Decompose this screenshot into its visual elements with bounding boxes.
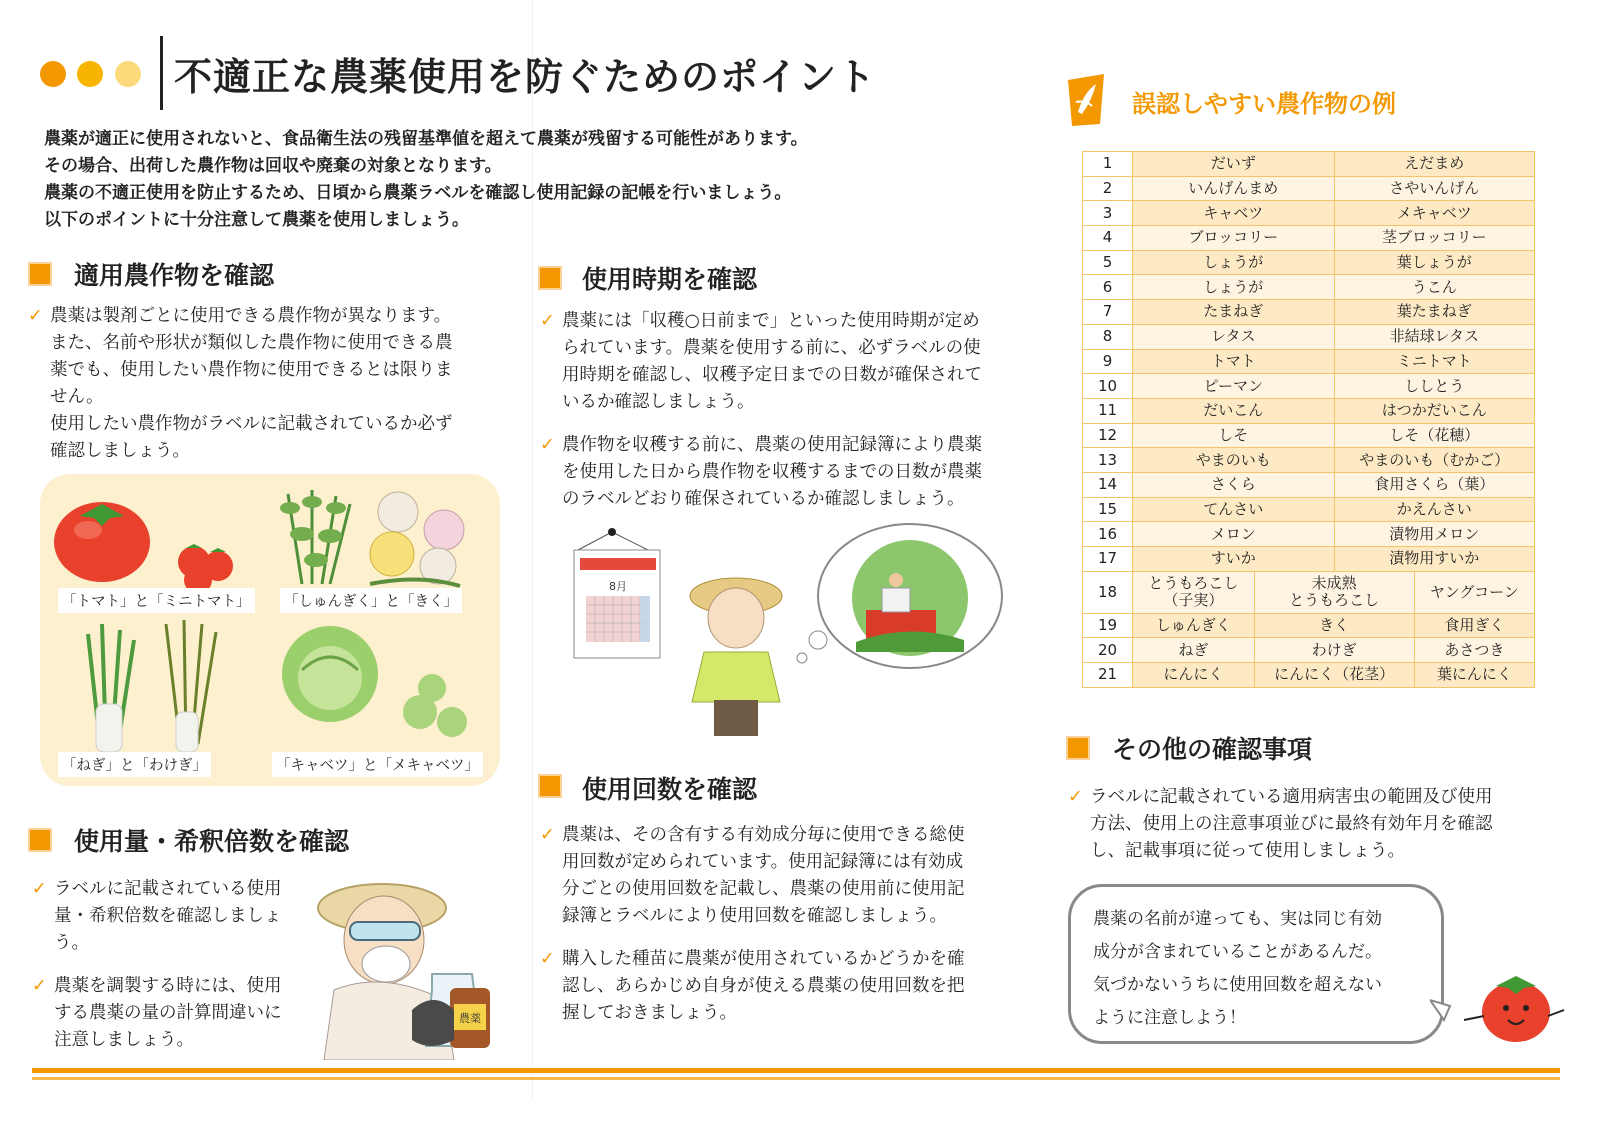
table-row xyxy=(1083,324,1535,349)
table-row-number: 12 xyxy=(1083,423,1133,448)
table-cell: 葉しょうが xyxy=(1334,250,1534,275)
table-row xyxy=(1083,398,1535,423)
section-marker xyxy=(1066,736,1090,760)
section-body-other xyxy=(1068,784,1548,865)
table-row xyxy=(1083,201,1535,226)
check-icon: ✓ xyxy=(28,306,43,326)
check-item xyxy=(32,876,322,957)
section-title-timing: 使用時期を確認 xyxy=(582,265,758,294)
caption-tomato: 「トマト」と「ミニトマト」 xyxy=(58,588,255,613)
check-icon: ✓ xyxy=(540,949,555,969)
table-cell: ししとう xyxy=(1334,374,1534,399)
table-row xyxy=(1083,374,1535,399)
check-icon: ✓ xyxy=(32,879,47,899)
table-row-number: 9 xyxy=(1083,349,1133,374)
table-cell: メキャベツ xyxy=(1334,201,1534,226)
table-row xyxy=(1083,497,1535,522)
table-row-number: 3 xyxy=(1083,201,1133,226)
table-cell: うこん xyxy=(1334,275,1534,300)
table-cell: ピーマン xyxy=(1133,374,1335,399)
table-cell: にんにく xyxy=(1133,663,1255,688)
table-cell: さくら xyxy=(1133,472,1335,497)
table-cell: キャベツ xyxy=(1133,201,1335,226)
table-cell: レタス xyxy=(1133,324,1335,349)
check-item-text: ラベルに記載されている適用病害虫の範囲及び使用 方法、使用上の注意事項並びに最終有効年月を確認 し、記載事項に従って使用しましょう。 xyxy=(1090,787,1493,861)
check-item xyxy=(32,973,322,1054)
table-row-number: 15 xyxy=(1083,497,1133,522)
check-item-text: 農薬は製剤ごとに使用できる農作物が異なります。 また、名前や形状が類似した農作物に使用できる農 薬でも、使用したい農作物に使用できるとは限りま せん。 使用したい農作物がラベルに記載されているか必ず 確認しましょう。 xyxy=(50,306,453,461)
table-cell: 漬物用すいか xyxy=(1334,547,1534,572)
table-cell: だいず xyxy=(1133,152,1335,177)
title-bar xyxy=(160,36,163,110)
table-cell: やまのいも（むかご） xyxy=(1334,448,1534,473)
table-row xyxy=(1083,226,1535,251)
table-row xyxy=(1083,638,1535,663)
table-row-number: 13 xyxy=(1083,448,1133,473)
table-row-number: 1 xyxy=(1083,152,1133,177)
table-cell: 食用さくら（葉） xyxy=(1334,472,1534,497)
check-item xyxy=(540,946,1010,1027)
table-row-number: 20 xyxy=(1083,638,1133,663)
table-cell: 食用ぎく xyxy=(1414,613,1534,638)
table-row xyxy=(1083,571,1535,613)
table-row-number: 5 xyxy=(1083,250,1133,275)
section-title-amount: 使用量・希釈倍数を確認 xyxy=(74,827,350,856)
tomato-mascot xyxy=(1430,960,1570,1050)
table-cell: さやいんげん xyxy=(1334,176,1534,201)
table-row-number: 18 xyxy=(1083,571,1133,613)
speech-bubble-text: 農薬の名前が違っても、実は同じ有効 成分が含まれていることがあるんだ。 気づかないうちに使用回数を超えない ように注意しよう！ xyxy=(1093,909,1382,1028)
section-marker xyxy=(538,266,562,290)
table-row-number: 7 xyxy=(1083,300,1133,325)
section-title-count: 使用回数を確認 xyxy=(582,775,758,804)
vegetable-illustrations xyxy=(40,474,500,786)
caption-cabbage: 「キャベツ」と「メキャベツ」 xyxy=(272,752,483,777)
check-icon: ✓ xyxy=(540,435,555,455)
table-row-number: 10 xyxy=(1083,374,1133,399)
table-cell: はつかだいこん xyxy=(1334,398,1534,423)
table-cell: ヤングコーン xyxy=(1414,571,1534,613)
check-item-text: 購入した種苗に農薬が使用されているかどうかを確 認し、あらかじめ自身が使える農薬の使用回数を把 握しておきましょう。 xyxy=(562,949,965,1023)
intro-line: その場合、出荷した農作物は回収や廃棄の対象となります。 xyxy=(44,156,502,176)
check-item xyxy=(28,303,498,465)
check-icon: ✓ xyxy=(540,825,555,845)
table-row-number: 16 xyxy=(1083,522,1133,547)
bottle-label: 農薬 xyxy=(459,1012,481,1025)
table-cell: たまねぎ xyxy=(1133,300,1335,325)
table-cell: だいこん xyxy=(1133,398,1335,423)
check-icon: ✓ xyxy=(540,311,555,331)
intro-line: 農薬の不適正使用を防止するため、日頃から農薬ラベルを確認し使用記録の記帳を行いましょう。 xyxy=(44,183,792,203)
intro-text xyxy=(44,126,808,234)
table-cell: ねぎ xyxy=(1133,638,1255,663)
table-cell: あさつき xyxy=(1414,638,1534,663)
table-cell: きく xyxy=(1254,613,1414,638)
page-title: 不適正な農薬使用を防ぐためのポイント xyxy=(174,55,877,99)
check-item xyxy=(540,432,1020,513)
table-row xyxy=(1083,275,1535,300)
table-row-number: 6 xyxy=(1083,275,1133,300)
table-cell: 葉にんにく xyxy=(1414,663,1534,688)
table-cell: 葉たまねぎ xyxy=(1334,300,1534,325)
section-body-timing xyxy=(540,308,1020,513)
check-item-text: 農薬には「収穫○日前まで」といった使用時期が定め られています。農薬を使用する前に、必ずラベルの使 用時期を確認し、収穫予定日までの日数が確保されて いるか確認しましょう。 xyxy=(562,311,982,412)
check-item xyxy=(540,822,1010,930)
table-row-number: 2 xyxy=(1083,176,1133,201)
table-cell: トマト xyxy=(1133,349,1335,374)
section-title-crops: 適用農作物を確認 xyxy=(74,261,275,290)
speech-bubble xyxy=(1068,884,1444,1044)
leaf-hand-icon xyxy=(1064,72,1108,128)
table-row xyxy=(1083,250,1535,275)
table-row-number: 8 xyxy=(1083,324,1133,349)
table-cell: にんにく（花茎） xyxy=(1254,663,1414,688)
check-item-text: ラベルに記載されている使用 量・希釈倍数を確認しましょ う。 xyxy=(54,879,282,953)
caption-shungiku: 「しゅんぎく」と「きく」 xyxy=(280,588,462,613)
table-cell: えだまめ xyxy=(1334,152,1534,177)
section-title-examples: 誤認しやすい農作物の例 xyxy=(1132,90,1396,118)
table-row-number: 19 xyxy=(1083,613,1133,638)
section-marker xyxy=(28,262,52,286)
section-body-count xyxy=(540,822,1010,1027)
dot-1 xyxy=(40,61,66,87)
table-row xyxy=(1083,547,1535,572)
table-cell: 非結球レタス xyxy=(1334,324,1534,349)
table-cell: ミニトマト xyxy=(1334,349,1534,374)
calendar-month: 8月 xyxy=(609,580,627,593)
section-marker xyxy=(28,828,52,852)
intro-line: 農薬が適正に使用されないと、食品衛生法の残留基準値を超えて農薬が残留する可能性があります。 xyxy=(44,129,808,149)
table-cell: しょうが xyxy=(1133,275,1335,300)
table-row-number: 21 xyxy=(1083,663,1133,688)
table-cell: メロン xyxy=(1133,522,1335,547)
farmer-with-bottle-illustration xyxy=(314,870,504,1060)
table-row xyxy=(1083,663,1535,688)
section-title-other: その他の確認事項 xyxy=(1112,735,1313,764)
table-row xyxy=(1083,423,1535,448)
table-cell: しそ（花穂） xyxy=(1334,423,1534,448)
table-row-number: 11 xyxy=(1083,398,1133,423)
check-item-text: 農薬は、その含有する有効成分毎に使用できる総使 用回数が定められています。使用記録簿には有効成 分ごとの使用回数を記載し、農薬の使用前に使用記 録簿とラベルにより使用回数を確認しましょう。 xyxy=(562,825,965,926)
table-row-number: 17 xyxy=(1083,547,1133,572)
footer-line xyxy=(32,1077,1560,1080)
table-row-number: 4 xyxy=(1083,226,1133,251)
table-cell: かえんさい xyxy=(1334,497,1534,522)
dot-3 xyxy=(115,61,141,87)
crop-examples-table xyxy=(1082,151,1535,688)
table-cell: やまのいも xyxy=(1133,448,1335,473)
section-body-amount xyxy=(32,876,322,1054)
table-cell: とうもろこし （子実） xyxy=(1133,571,1255,613)
table-cell: すいか xyxy=(1133,547,1335,572)
table-cell: しょうが xyxy=(1133,250,1335,275)
table-row xyxy=(1083,613,1535,638)
table-cell: わけぎ xyxy=(1254,638,1414,663)
table-cell: しゅんぎく xyxy=(1133,613,1255,638)
table-row xyxy=(1083,349,1535,374)
check-item xyxy=(540,308,1020,416)
similar-crops-illustration xyxy=(40,474,500,786)
check-item-text: 農薬を調製する時には、使用 する農薬の量の計算間違いに 注意しましょう。 xyxy=(54,976,282,1050)
table-row xyxy=(1083,300,1535,325)
table-cell: てんさい xyxy=(1133,497,1335,522)
section-body-crops xyxy=(28,303,498,465)
table-cell: 茎ブロッコリー xyxy=(1334,226,1534,251)
check-item-text: 農作物を収穫する前に、農薬の使用記録簿により農薬 を使用した日から農作物を収穫するまでの日数が農薬 のラベルどおり確保されているか確認しましょう。 xyxy=(562,435,982,509)
table-cell: 漬物用メロン xyxy=(1334,522,1534,547)
table-cell: 未成熟 とうもろこし xyxy=(1254,571,1414,613)
harvest-timing-illustration xyxy=(566,522,1016,742)
check-icon: ✓ xyxy=(1068,787,1083,807)
table-cell: ブロッコリー xyxy=(1133,226,1335,251)
table-row xyxy=(1083,448,1535,473)
table-row xyxy=(1083,176,1535,201)
table-row xyxy=(1083,152,1535,177)
section-marker xyxy=(538,774,562,798)
table-cell: いんげんまめ xyxy=(1133,176,1335,201)
table-row-number: 14 xyxy=(1083,472,1133,497)
intro-line: 以下のポイントに十分注意して農薬を使用しましょう。 xyxy=(44,210,469,230)
caption-negi: 「ねぎ」と「わけぎ」 xyxy=(58,752,211,777)
dot-2 xyxy=(77,61,103,87)
table-row xyxy=(1083,522,1535,547)
check-item xyxy=(1068,784,1548,865)
footer-line xyxy=(32,1068,1560,1073)
table-cell: しそ xyxy=(1133,423,1335,448)
check-icon: ✓ xyxy=(32,976,47,996)
table-row xyxy=(1083,472,1535,497)
